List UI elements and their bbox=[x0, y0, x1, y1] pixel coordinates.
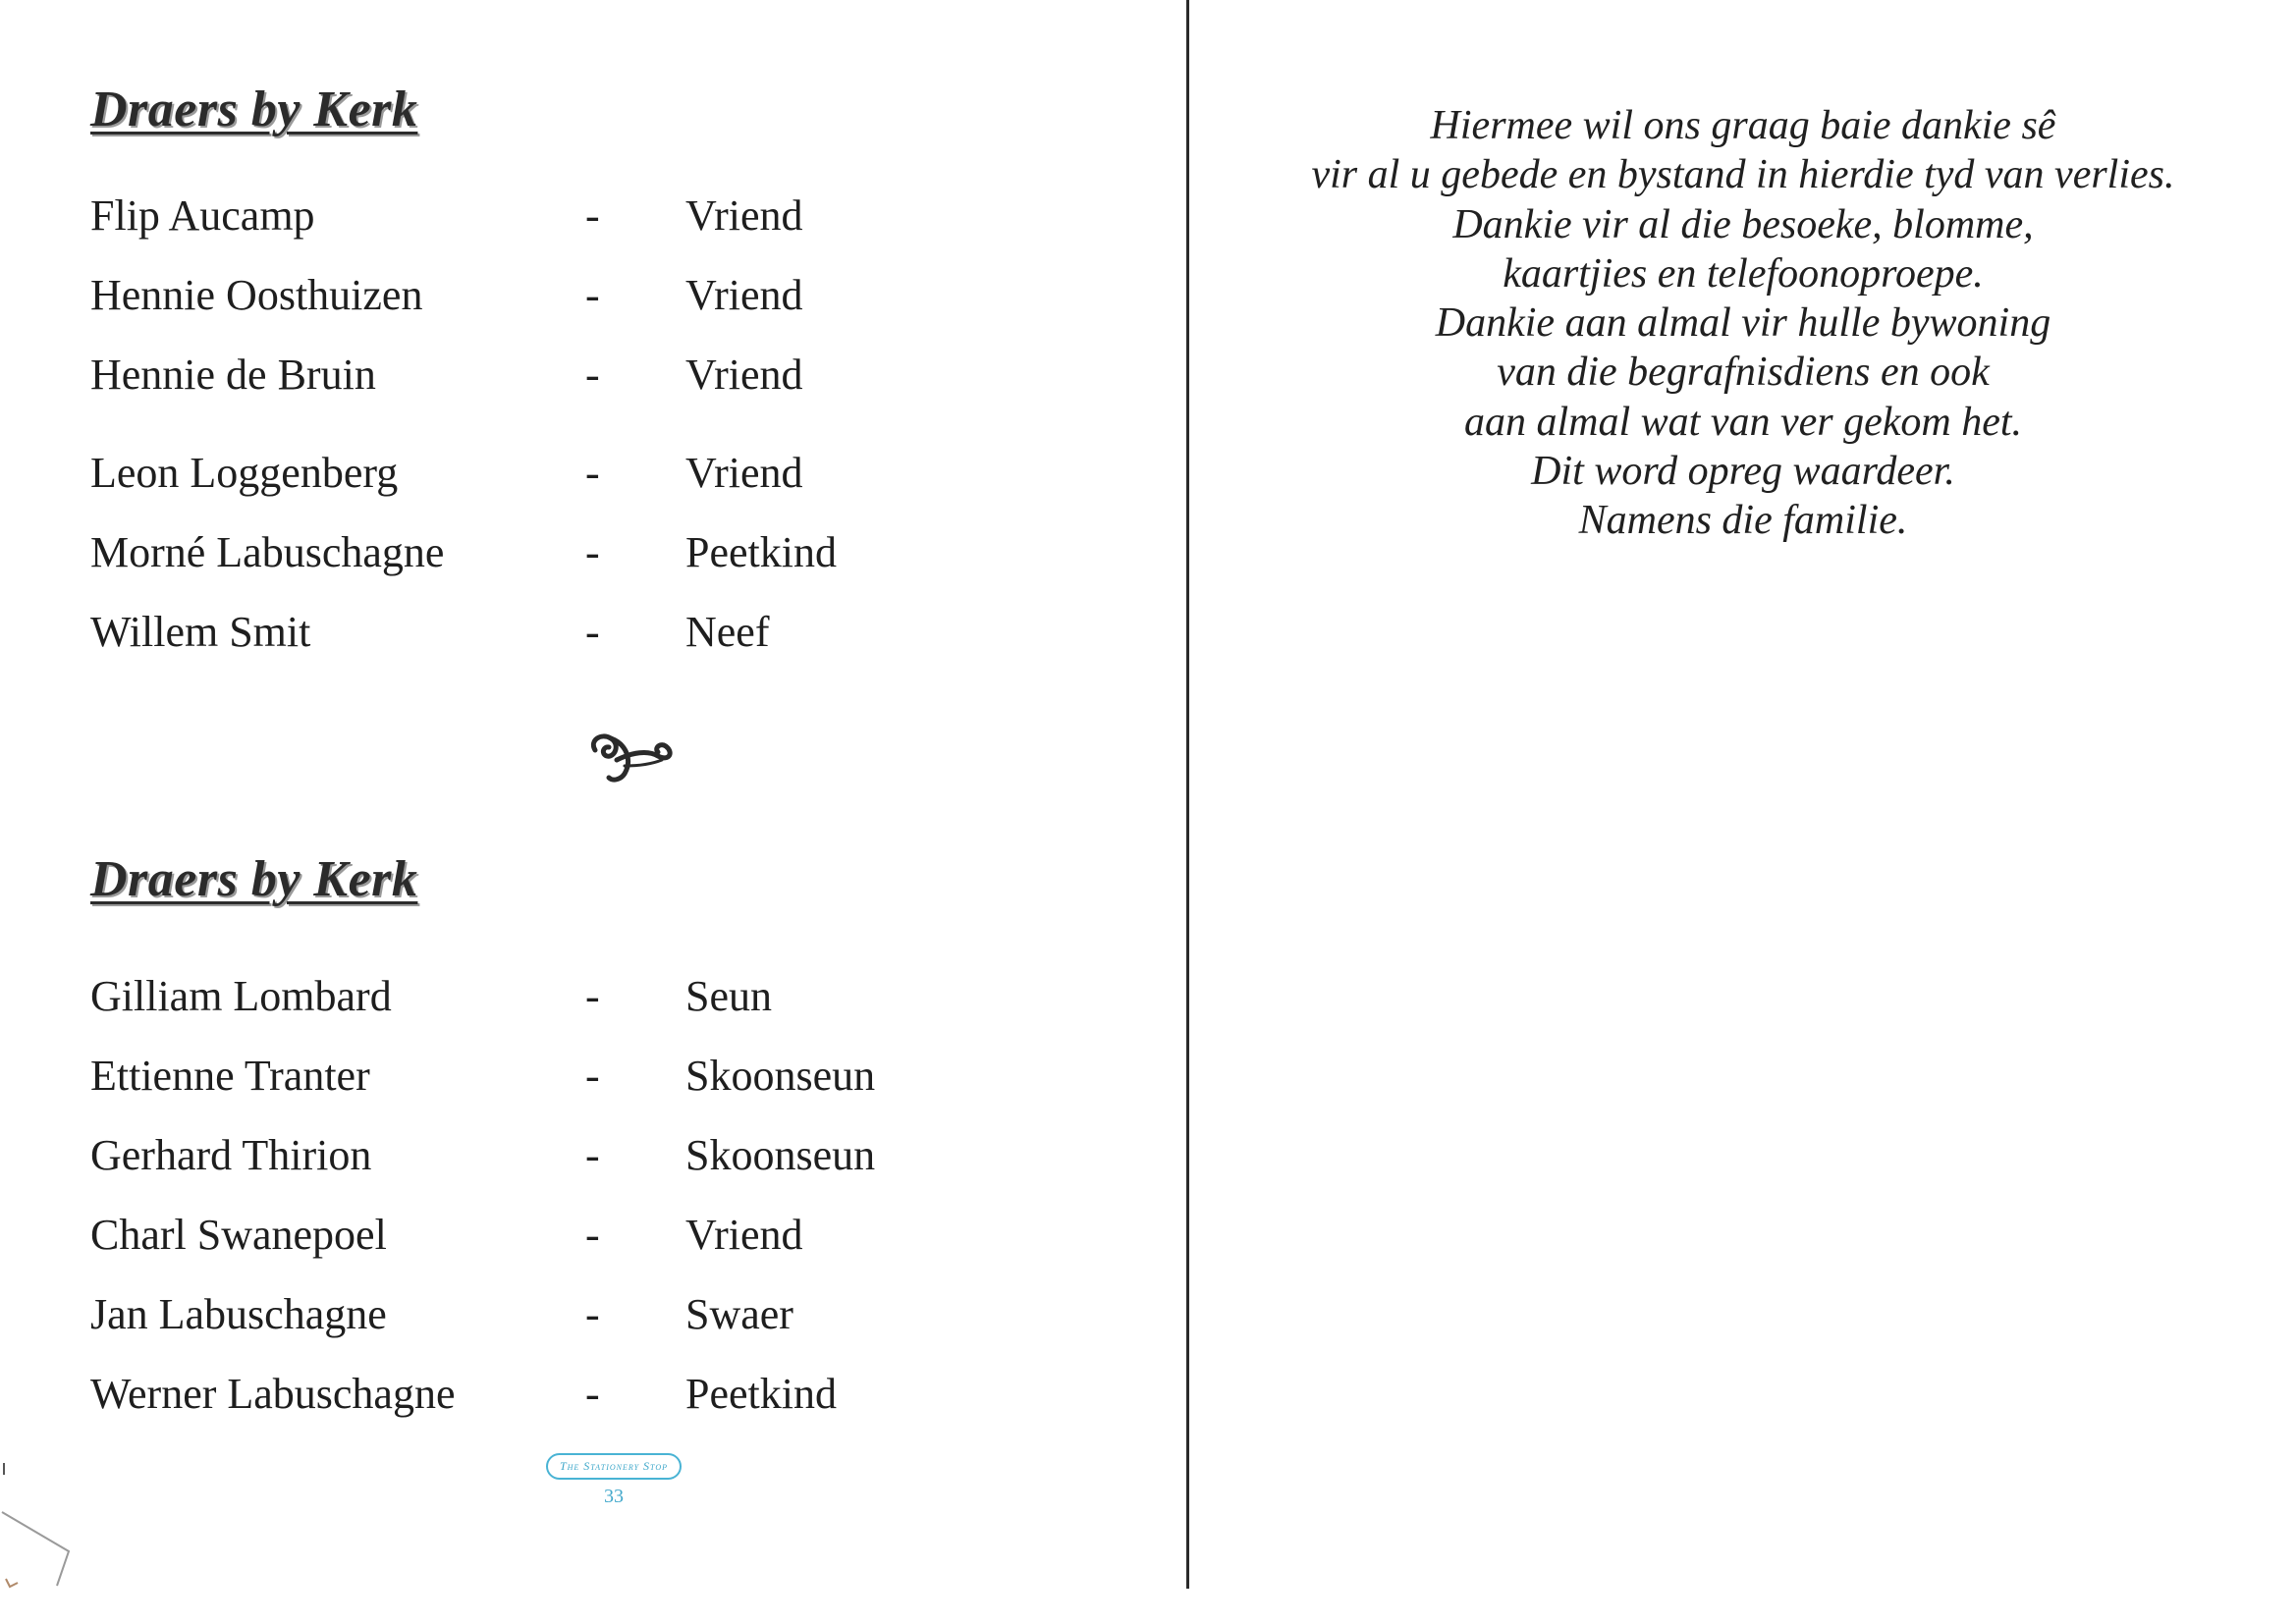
stationery-stamp bbox=[531, 1453, 696, 1518]
thanks-line: aan almal wat van ver gekom het. bbox=[1463, 399, 2023, 445]
bearer-name: Flip Aucamp bbox=[90, 191, 315, 240]
list-item bbox=[0, 444, 982, 503]
list-item bbox=[0, 603, 982, 662]
bearer-relation: Vriend bbox=[685, 449, 803, 497]
bearer-name: Gilliam Lombard bbox=[90, 972, 392, 1020]
bearer-relation: Skoonseun bbox=[685, 1131, 876, 1179]
separator-dash: - bbox=[585, 449, 600, 497]
bearer-name: Morné Labuschagne bbox=[90, 528, 445, 576]
separator-dash: - bbox=[585, 608, 600, 656]
list-item bbox=[0, 1285, 982, 1344]
list-item bbox=[0, 187, 982, 245]
bearer-name: Jan Labuschagne bbox=[90, 1290, 387, 1338]
bearer-relation: Vriend bbox=[685, 271, 803, 319]
bearer-relation: Skoonseun bbox=[685, 1052, 876, 1100]
separator-dash: - bbox=[585, 1211, 600, 1259]
separator-dash: - bbox=[585, 528, 600, 576]
bearer-relation: Peetkind bbox=[685, 1370, 837, 1418]
bearer-name: Ettienne Tranter bbox=[90, 1052, 370, 1100]
bearer-relation: Swaer bbox=[685, 1290, 793, 1338]
thanks-signoff: Namens die familie. bbox=[1578, 498, 1908, 544]
page-curl-mark bbox=[0, 1463, 88, 1600]
section-title-first: Draers by Kerk bbox=[90, 81, 418, 137]
stamp-number: 33 bbox=[604, 1486, 624, 1507]
bearer-name: Hennie de Bruin bbox=[90, 351, 376, 399]
right-page bbox=[1190, 0, 2296, 1624]
thanks-message bbox=[1190, 101, 2296, 546]
bearer-relation: Neef bbox=[685, 608, 770, 656]
thanks-line: Dankie vir al die besoeke, blomme, bbox=[1452, 201, 2034, 247]
list-item bbox=[0, 346, 982, 405]
bearer-name: Leon Loggenberg bbox=[90, 449, 399, 497]
separator-dash: - bbox=[585, 271, 600, 319]
thanks-line: van die begrafnisdiens en ook bbox=[1497, 350, 1990, 396]
separator-dash: - bbox=[585, 1290, 600, 1338]
bearer-relation: Seun bbox=[685, 972, 772, 1020]
bearer-name: Charl Swanepoel bbox=[90, 1211, 387, 1259]
bearer-name: Willem Smit bbox=[90, 608, 311, 656]
stamp-label: The Stationery Stop bbox=[546, 1453, 682, 1480]
separator-dash: - bbox=[585, 1052, 600, 1100]
bearer-name: Werner Labuschagne bbox=[90, 1370, 456, 1418]
thanks-line: Dankie aan almal vir hulle bywoning bbox=[1435, 300, 2051, 347]
bearer-relation: Peetkind bbox=[685, 528, 837, 576]
thanks-line: Hiermee wil ons graag baie dankie sê bbox=[1430, 103, 2056, 148]
list-item bbox=[0, 1365, 982, 1424]
list-item bbox=[0, 967, 982, 1026]
bearer-relation: Vriend bbox=[685, 1211, 803, 1259]
separator-dash: - bbox=[585, 972, 600, 1020]
section-title-second: Draers by Kerk bbox=[90, 851, 418, 907]
separator-dash: - bbox=[585, 351, 600, 399]
thanks-line: vir al u gebede en bystand in hierdie tyd van verlies. bbox=[1311, 152, 2175, 198]
page-fold-divider bbox=[1186, 0, 1189, 1589]
bearer-relation: Vriend bbox=[685, 191, 803, 240]
separator-dash: - bbox=[585, 1131, 600, 1179]
bearer-name: Gerhard Thirion bbox=[90, 1131, 372, 1179]
list-item bbox=[0, 1047, 982, 1106]
separator-dash: - bbox=[585, 1370, 600, 1418]
list-item bbox=[0, 523, 982, 582]
bearer-relation: Vriend bbox=[685, 351, 803, 399]
thanks-line: kaartjies en telefoonoproepe. bbox=[1503, 250, 1984, 297]
list-item bbox=[0, 1206, 982, 1265]
separator-dash: - bbox=[585, 191, 600, 240]
scroll-flourish-icon bbox=[587, 731, 682, 785]
list-item bbox=[0, 1126, 982, 1185]
list-item bbox=[0, 266, 982, 325]
thanks-line: Dit word opreg waardeer. bbox=[1531, 449, 1955, 495]
bearer-name: Hennie Oosthuizen bbox=[90, 271, 423, 319]
